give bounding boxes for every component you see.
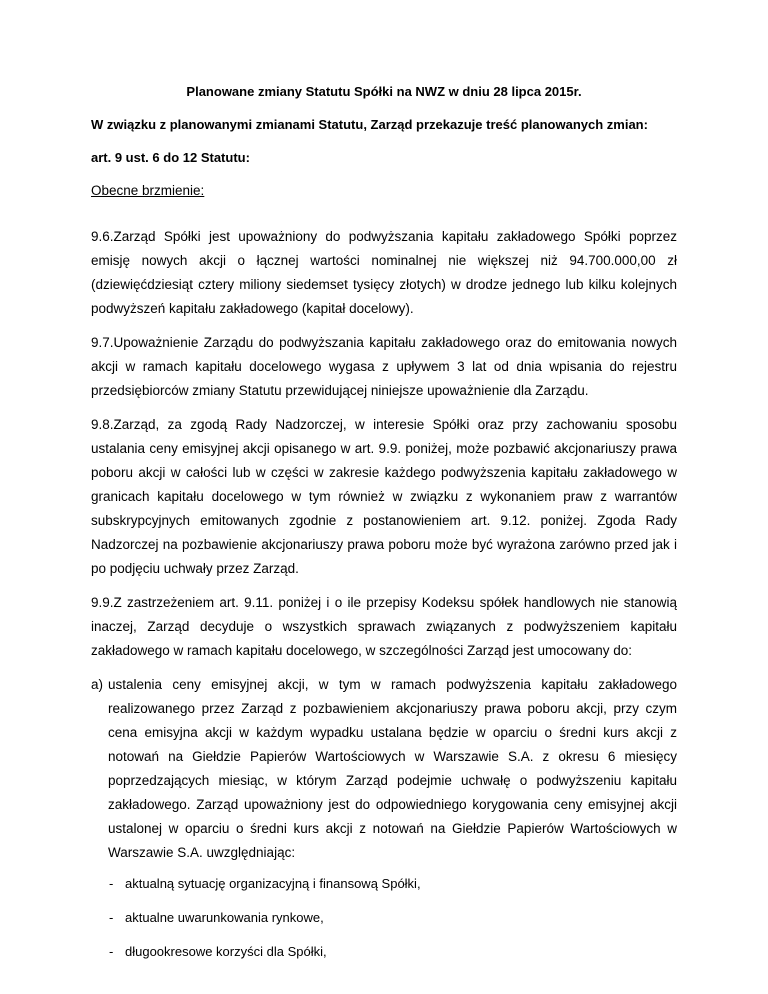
section-heading: Obecne brzmienie: — [91, 183, 205, 198]
list-marker: a) — [91, 677, 104, 692]
bullet-text: długookresowe korzyści dla Spółki, — [125, 944, 327, 959]
paragraph-9-8: 9.8.Zarząd, za zgodą Rady Nadzorczej, w interesie Spółki oraz przy zachowaniu sposobu ustalania ceny emisyjnej akcji opisanego w art. 9.9. poniżej, może pozbawić akcjonariuszy prawa poboru akcji w całości lub w części w zakresie każdego podwyższenia kapitału zakładowego w granicach kapitału docelowego w tym również w związku z wykonaniem praw z warrantów subskrypcyjnych emitowanych zgodnie z postanowieniem art. 9.12. poniżej. Zgoda Rady Nadzorczej na pozbawienie akcjonariuszy prawa poboru może być wyrażona zarówno przed jak i po podjęciu uchwały przez Zarząd. — [91, 417, 677, 576]
document-title: Planowane zmiany Statutu Spółki na NWZ w dniu 28 lipca 2015r. — [186, 84, 582, 99]
bullet-item — [109, 909, 677, 927]
paragraph-9-6: 9.6.Zarząd Spółki jest upoważniony do podwyższania kapitału zakładowego Spółki poprzez emisję nowych akcji o łącznej wartości nominalnej nie większej niż 94.700.000,00 zł (dziewięćdziesiąt cztery miliony siedemset tysięcy złotych) w drodze jednego lub kilku kolejnych podwyższeń kapitału zakładowego (kapitał docelowy). — [91, 229, 677, 316]
list-item-a — [91, 673, 677, 865]
bullet-item — [109, 875, 677, 893]
intro-line: W związku z planowanymi zmianami Statutu, Zarząd przekazuje treść planowanych zmian: — [91, 117, 648, 132]
list-item-text: ustalenia ceny emisyjnej akcji, w tym w ramach podwyższenia kapitału zakładowego realizowanego przez Zarząd z pozbawieniem akcjonariuszy prawa poboru akcji, przy czym cena emisyjna akcji w każdym wypadku ustalana będzie w oparciu o średni kurs akcji z notowań na Giełdzie Papierów Wartościowych w Warszawie S.A. z okresu 6 miesięcy poprzedzających miesiąc, w którym Zarząd podejmie uchwałę o podwyższeniu kapitału zakładowego. Zarząd upoważniony jest do odpowiedniego korygowania ceny emisyjnej akcji ustalonej w oparciu o średni kurs akcji z notowań na Giełdzie Papierów Wartościowych w Warszawie S.A. uwzględniając: — [108, 677, 677, 860]
bullet-text: aktualną sytuację organizacyjną i finansową Spółki, — [125, 876, 421, 891]
bullet-text: aktualne uwarunkowania rynkowe, — [125, 910, 324, 925]
bullet-list — [109, 875, 677, 961]
bullet-item — [109, 943, 677, 961]
bullet-dash: - — [109, 910, 114, 925]
paragraph-9-7: 9.7.Upoważnienie Zarządu do podwyższania kapitału zakładowego oraz do emitowania nowych akcji w ramach kapitału docelowego wygasa z upływem 3 lat od dnia wpisania do rejestru przedsiębiorców zmiany Statutu przewidującej niniejsze upoważnienie dla Zarządu. — [91, 335, 677, 398]
bullet-dash: - — [109, 876, 114, 891]
bullet-dash: - — [109, 944, 114, 959]
article-reference: art. 9 ust. 6 do 12 Statutu: — [91, 150, 250, 165]
paragraph-9-9: 9.9.Z zastrzeżeniem art. 9.11. poniżej i o ile przepisy Kodeksu spółek handlowych nie stanowią inaczej, Zarząd decyduje o wszystkich sprawach związanych z podwyższeniem kapitału zakładowego w ramach kapitału docelowego, w szczególności Zarząd jest umocowany do: — [91, 595, 677, 658]
